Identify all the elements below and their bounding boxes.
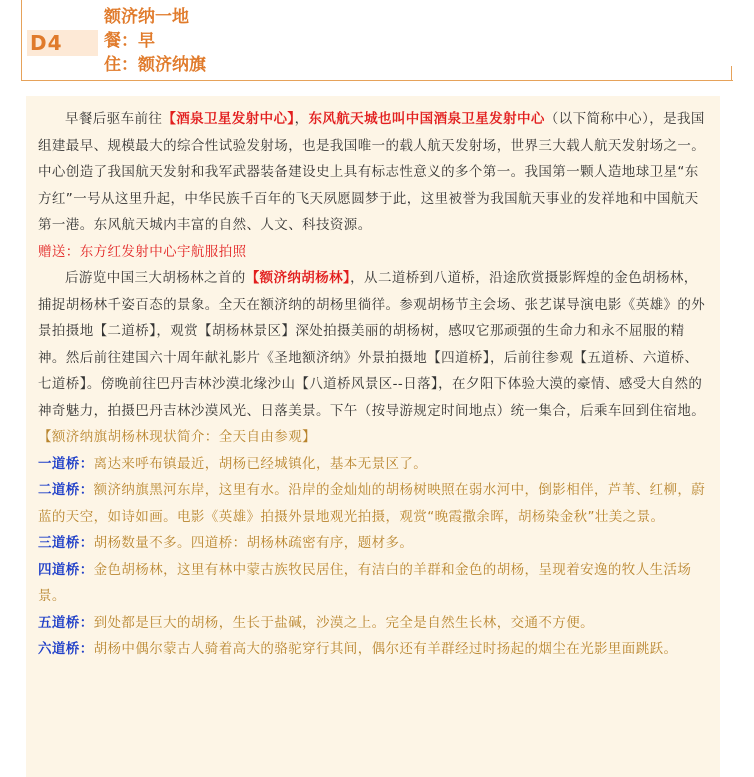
header-horizontal-rule	[21, 80, 733, 81]
paragraph-launch-center	[38, 106, 708, 239]
bridge-text: 离达来呼布镇最近，胡杨已经城镇化，基本无景区了。	[93, 455, 428, 472]
gift-note: 赠送：东方红发射中心宇航服拍照	[38, 243, 247, 260]
meal-info: 餐：早	[104, 31, 155, 51]
bridge-text: 胡杨中偶尔蒙古人骑着高大的骆驼穿行其间，偶尔还有羊群经过时扬起的烟尘在光影里面跳跃。	[93, 641, 678, 657]
p1-highlight-launch-center: 【酒泉卫星发射中心】	[162, 111, 295, 127]
bridge-label: 五道桥：	[38, 614, 94, 631]
bridge-text: 胡杨数量不多。四道桥：胡杨林疏密有序，题材多。	[93, 535, 414, 551]
day-title: 额济纳一地	[104, 7, 189, 27]
p1-highlight-space-city: 东风航天城也叫中国酒泉卫星发射中心	[308, 111, 545, 127]
header-vertical-rule	[21, 0, 22, 80]
bridge-item	[38, 557, 708, 610]
bridge-label: 六道桥：	[38, 641, 94, 657]
day-badge: D4	[27, 30, 98, 56]
bridge-item	[38, 610, 708, 637]
intro-title: 【额济纳旗胡杨林现状简介：全天自由参观】	[38, 429, 316, 445]
header-info	[104, 5, 206, 77]
paragraph-populus-forest	[38, 265, 708, 424]
p1-text-3: （以下简称中心），是我国组建最早、规模最大的综合性试验发射场，也是我国唯一的载人航天发射场，世界三大载人航天发射场之一。中心创造了我国航天发射和我军武器装备建设史上具有标志性意义的多个第一。我国第一颗人造地球卫星“东方红”一号从这里升起，中华民族千百年的飞天夙愿圆梦于此，这里被誉为我国航天事业的发祥地和中国航天第一港。东风航天城内丰富的自然、人文、科技资源。	[38, 111, 706, 233]
p2-text-1: 后游览中国三大胡杨林之首的	[65, 270, 246, 286]
bridge-label: 三道桥：	[38, 535, 94, 551]
bridge-item	[38, 636, 708, 663]
bridge-text: 到处都是巨大的胡杨，生长于盐碱，沙漠之上。完全是自然生长林，交通不方便。	[93, 614, 595, 631]
p2-highlight-forest: 【额济纳胡杨林】	[245, 270, 351, 286]
p1-text-2: ，	[294, 111, 309, 127]
header-end-tick	[731, 66, 732, 80]
bridge-label: 一道桥：	[38, 455, 94, 472]
day-header	[0, 0, 754, 90]
itinerary-content	[26, 96, 720, 777]
bridge-label: 二道桥：	[38, 482, 94, 498]
p2-text-2: ，从二道桥到八道桥，沿途欣赏摄影辉煌的金色胡杨林，捕捉胡杨林千姿百态的景象。全天在额济纳的胡杨里徜徉。参观胡杨节主会场、张艺谋导演电影《英雄》的外景拍摄地【二道桥】，观赏【胡杨林景区】深处拍摄美丽的胡杨树，感叹它那顽强的生命力和永不屈服的精神。然后前往建国六十周年献礼影片《圣地额济纳》外景拍摄地【四道桥】，后前往参观【五道桥、六道桥、七道桥】。傍晚前往巴丹吉林沙漠北缘沙山【八道桥风景区--日落】，在夕阳下体验大漠的豪情、感受大自然的神奇魅力，拍摄巴丹吉林沙漠风光、日落美景。下午（按导游规定时间地点）统一集合，后乘车回到住宿地。	[38, 270, 706, 419]
p1-text-1: 早餐后驱车前往	[65, 111, 163, 127]
bridge-item	[38, 477, 708, 530]
bridge-text: 额济纳旗黑河东岸，这里有水。沿岸的金灿灿的胡杨树映照在弱水河中，倒影相伴，芦苇、红柳，蔚蓝的天空，如诗如画。电影《英雄》拍摄外景地观光拍摄，观赏“晚霞撒余晖，胡杨染金秋”壮美之景。	[38, 482, 706, 525]
stay-info: 住：额济纳旗	[104, 55, 206, 75]
bridge-item	[38, 451, 708, 478]
bridge-text: 金色胡杨林，这里有林中蒙古族牧民居住，有洁白的羊群和金色的胡杨，呈现着安逸的牧人生活场景。	[38, 561, 692, 604]
bridge-label: 四道桥：	[38, 561, 94, 578]
bridge-item	[38, 530, 708, 557]
